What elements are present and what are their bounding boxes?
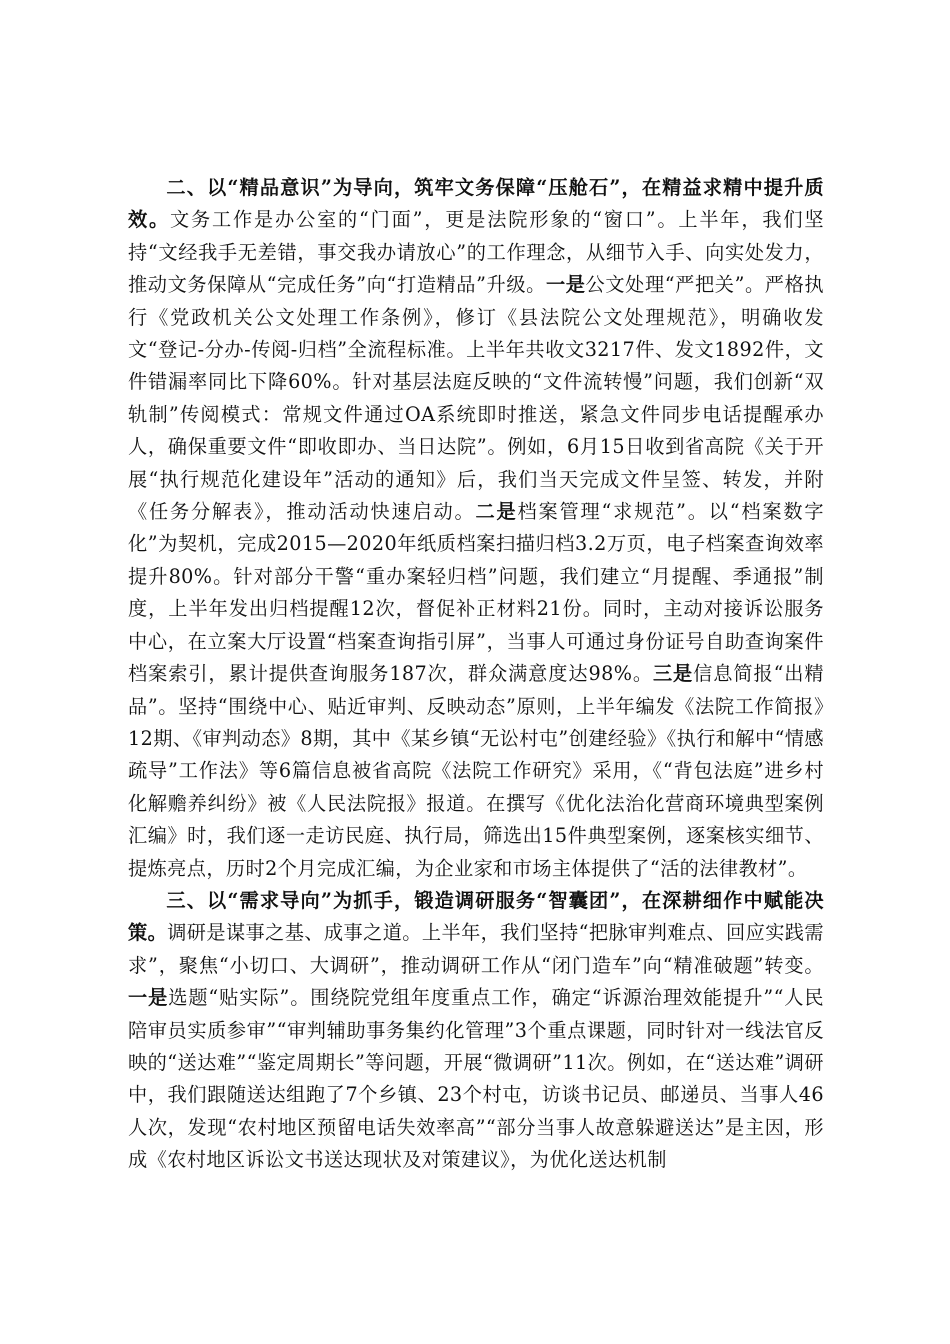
paragraph-document-services [128, 172, 824, 885]
document-page [128, 172, 824, 1177]
paragraph-text: 选题“贴实际”。围绕院党组年度重点工作，确定“诉源治理效能提升”“人民陪审员实质参审”“审判辅助事务集约化管理”3个重点课题，同时针对一线法官反映的“送达难”“鉴定周期长”等问题，开展“微调研”11次。例如，在“送达难”调研中，我们跟随送达组跑了7个乡镇、23个村屯，访谈书记员、邮递员、当事人46人次，发现“农村地区预留电话失效率高”“部分当事人故意躲避送达”是主因，形成《农村地区诉讼文书送达现状及对策建议》，为优化送达机制 [128, 986, 824, 1172]
paragraph-text: 文务工作是办公室的“门面”，更是法院形象的“窗口”。上半年，我们坚持“文经我手无差错，事交我办请放心”的工作理念，从细节入手、向实处发力，推动文务保障从“完成任务”向“打造精品”升级。 [128, 208, 824, 297]
section-heading-three: 三、以“需求导向”为抓手，锻造调研服务“智囊团”，在深耕细作中赋能决策。 [128, 888, 824, 945]
point-label-two: 二是 [475, 500, 518, 524]
paragraph-text: 信息简报“出精品”。坚持“围绕中心、贴近审判、反映动态”原则，上半年编发《法院工作简报》12期、《审判动态》8期，其中《某乡镇“无讼村屯”创建经验》《执行和解中“情感疏导”工作法》等6篇信息被省高院《法院工作研究》采用，《“背包法庭”进乡村化解赡养纠纷》被《人民法院报》报道。在撰写《优化法治化营商环境典型案例汇编》时，我们逐一走访民庭、执行局，筛选出15件典型案例，逐案核实细节、提炼亮点，历时2个月完成汇编，为企业家和市场主体提供了“活的法律教材”。 [128, 662, 824, 880]
point-label-three: 三是 [652, 662, 694, 686]
point-label-one: 一是 [545, 273, 586, 297]
paragraph-text: 调研是谋事之基、成事之道。上半年，我们坚持“把脉审判难点、回应实践需求”，聚焦“小切口、大调研”，推动调研工作从“闭门造车”向“精准破题”转变。 [128, 921, 824, 977]
paragraph-research-services [128, 885, 824, 1177]
section-heading-two: 二、以“精品意识”为导向，筑牢文务保障“压舱石”，在精益求精中提升质效。 [128, 176, 824, 232]
point-label-one: 一是 [128, 986, 169, 1010]
paragraph-text: 档案管理“求规范”。以“档案数字化”为契机，完成2015—2020年纸质档案扫描归档3.2万页，电子档案查询效率提升80%。针对部分干警“重办案轻归档”问题，我们建立“月提醒、季通报”制度，上半年发出归档提醒12次，督促补正材料21份。同时，主动对接诉讼服务中心，在立案大厅设置“档案查询指引屏”，当事人可通过身份证号自助查询案件档案索引，累计提供查询服务187次，群众满意度达98%。 [128, 500, 824, 686]
paragraph-text: 公文处理“严把关”。严格执行《党政机关公文处理工作条例》，修订《县法院公文处理规范》，明确收发文“登记-分办-传阅-归档”全流程标准。上半年共收文3217件、发文1892件，文件错漏率同比下降60%。针对基层法庭反映的“文件流转慢”问题，我们创新“双轨制”传阅模式：常规文件通过OA系统即时推送，紧急文件同步电话提醒承办人，确保重要文件“即收即办、当日达院”。例如，6月15日收到省高院《关于开展“执行规范化建设年”活动的通知》后，我们当天完成文件呈签、转发，并附《任务分解表》，推动活动快速启动。 [128, 273, 824, 524]
